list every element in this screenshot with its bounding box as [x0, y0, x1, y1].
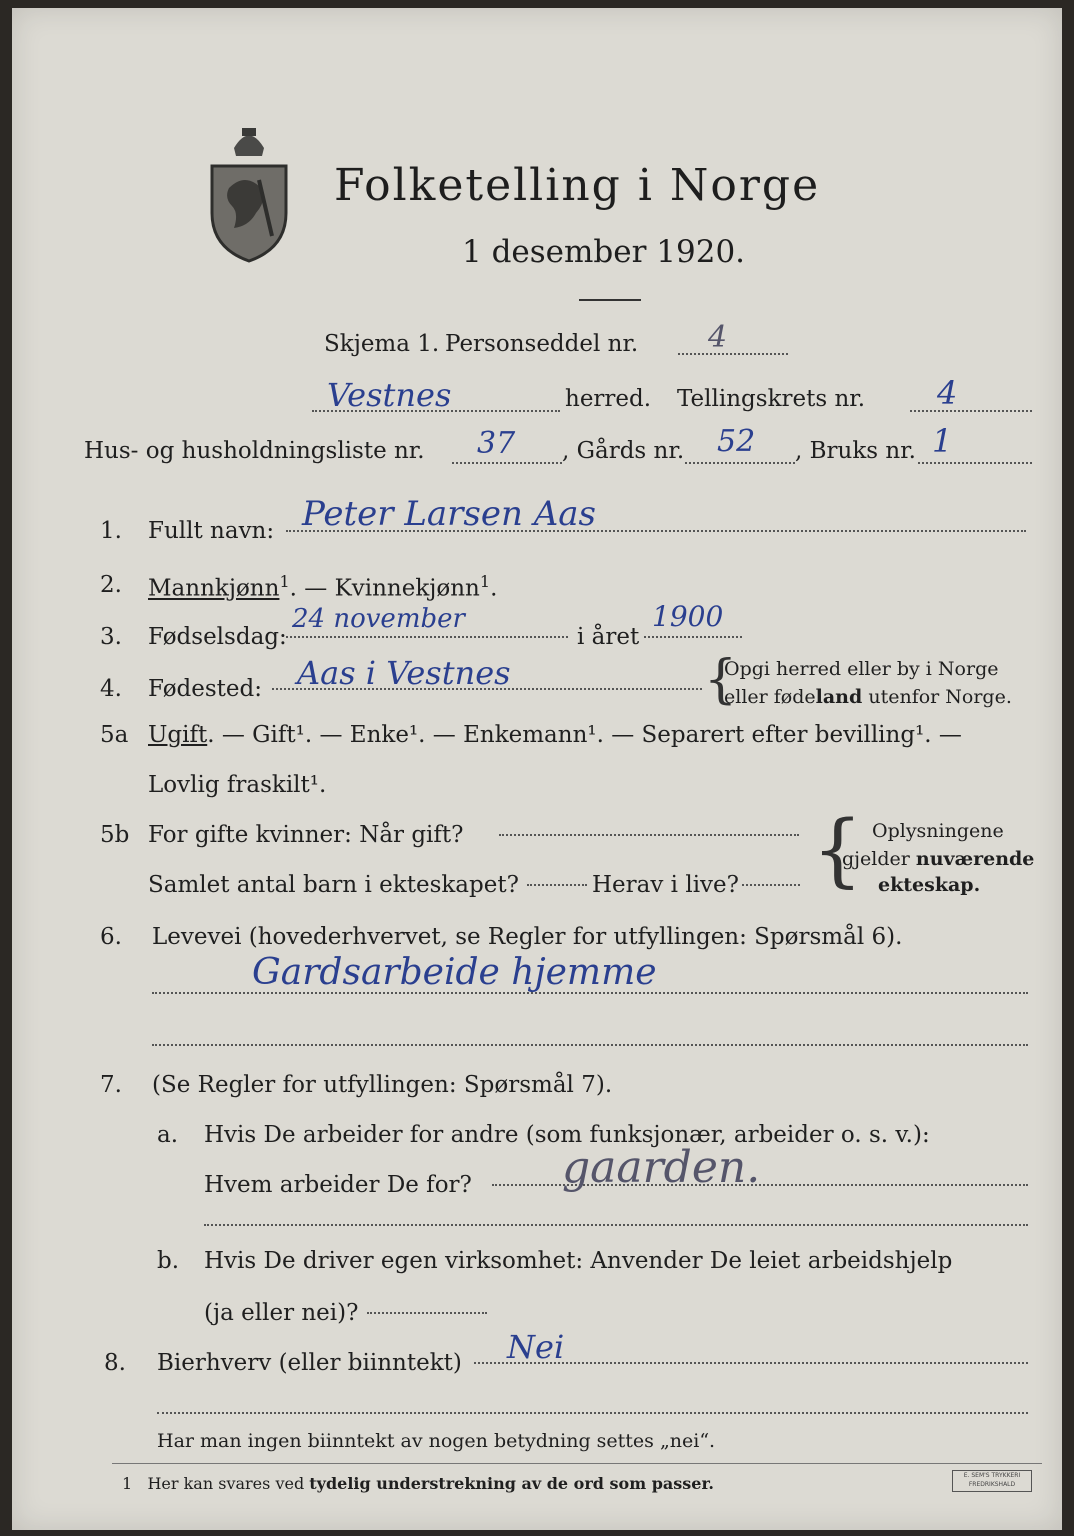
q5a-options: Ugift. — Gift¹. — Enke¹. — Enkemann¹. — Separert efter bevilling¹. — — [148, 722, 962, 748]
gards-label: , Gårds nr. — [562, 438, 685, 464]
gards-value: 52 — [717, 424, 756, 459]
q2-number: 2. — [100, 572, 122, 598]
side-income-field-line2[interactable] — [157, 1412, 1028, 1414]
q2-options: Mannkjønn$^1$. — Kvinnekjønn$^1$. — [148, 572, 498, 602]
birthday-field[interactable] — [286, 636, 568, 638]
personseddel-value: 4 — [708, 320, 728, 355]
side-income-value: Nei — [507, 1328, 565, 1366]
q5a-options-line2[interactable]: Lovlig fraskilt¹. — [148, 772, 327, 798]
q5b-brace: { — [812, 803, 863, 896]
occupation-field-line2[interactable] — [152, 1044, 1028, 1046]
q4-note-line2: eller fødeland utenfor Norge. — [724, 686, 1012, 708]
hus-value: 37 — [477, 426, 516, 461]
herred-label: herred. — [565, 386, 652, 412]
full-name-value: Peter Larsen Aas — [302, 494, 596, 534]
mannkjonn-option[interactable]: Mannkjønn — [148, 575, 280, 602]
side-income-note: Har man ingen biinntekt av nogen betydning settes „nei“. — [157, 1430, 716, 1452]
bruks-label: , Bruks nr. — [795, 438, 916, 464]
tellingskrets-field[interactable] — [910, 410, 1032, 412]
q7a-question: Hvem arbeider De for? — [204, 1172, 472, 1198]
birth-year-value: 1900 — [652, 600, 724, 633]
q5b-line1: For gifte kvinner: Når gift? — [148, 822, 464, 848]
year-label: i året — [577, 624, 640, 650]
kvinnekjonn-option[interactable]: Kvinnekjønn — [334, 575, 480, 602]
q5a-number: 5a — [100, 722, 129, 748]
personseddel-label: Personseddel nr. — [445, 331, 639, 357]
gards-field[interactable] — [685, 462, 795, 464]
employer-field-line2[interactable] — [204, 1224, 1028, 1226]
q3-label: Fødselsdag: — [148, 624, 287, 650]
q5b-number: 5b — [100, 822, 130, 848]
form-title: Folketelling i Norge — [334, 160, 821, 211]
children-count-field[interactable] — [527, 884, 587, 886]
footnote-divider — [112, 1463, 1042, 1464]
q4-label: Fødested: — [148, 676, 263, 702]
q4-note-line1: Opgi herred eller by i Norge — [724, 658, 999, 680]
q7a-number: a. — [157, 1122, 179, 1148]
q5b-note-line2: gjelder nuværende — [842, 848, 1035, 870]
q5b-herav: Herav i live? — [592, 872, 739, 898]
occupation-value: Gardsarbeide hjemme — [252, 952, 657, 993]
ugift-option[interactable]: Ugift — [148, 722, 208, 748]
q5b-note-line1: Oplysningene — [872, 820, 1004, 842]
q4-number: 4. — [100, 676, 122, 702]
q8-number: 8. — [104, 1350, 126, 1376]
bruks-value: 1 — [932, 422, 953, 460]
q7a-label: Hvis De arbeider for andre (som funksjonær, arbeider o. s. v.): — [204, 1122, 930, 1148]
herred-value: Vestnes — [327, 376, 452, 414]
q7-label: (Se Regler for utfyllingen: Spørsmål 7). — [152, 1072, 613, 1098]
q7b-question: (ja eller nei)? — [204, 1300, 359, 1326]
census-form-page — [12, 8, 1062, 1530]
children-alive-field[interactable] — [742, 884, 800, 886]
printer-stamp: E. SEM'S TRYKKERI FREDRIKSHALD — [952, 1470, 1032, 1492]
q1-label: Fullt navn: — [148, 518, 275, 544]
q6-label: Levevei (hovederhvervet, se Regler for utfyllingen: Spørsmål 6). — [152, 924, 903, 950]
q5b-line2: Samlet antal barn i ekteskapet? — [148, 872, 519, 898]
title-divider — [579, 299, 641, 301]
married-when-field[interactable] — [499, 834, 799, 836]
hus-field[interactable] — [452, 462, 562, 464]
birth-year-field[interactable] — [644, 636, 742, 638]
hired-help-field[interactable] — [367, 1312, 487, 1314]
form-date: 1 desember 1920. — [462, 234, 746, 270]
q6-number: 6. — [100, 924, 122, 950]
q8-label: Bierhverv (eller biinntekt) — [157, 1350, 462, 1376]
q1-number: 1. — [100, 518, 122, 544]
q7b-label: Hvis De driver egen virksomhet: Anvender De leiet arbeidshjelp — [204, 1248, 953, 1274]
personseddel-field[interactable] — [678, 353, 788, 355]
q7b-number: b. — [157, 1248, 180, 1274]
q5b-note-line3: ekteskap. — [878, 874, 981, 896]
q4-brace: { — [704, 650, 738, 710]
norway-coat-of-arms-icon — [204, 118, 294, 263]
tellingskrets-label: Tellingskrets nr. — [677, 386, 866, 412]
tellingskrets-value: 4 — [937, 374, 958, 412]
q7-number: 7. — [100, 1072, 122, 1098]
employer-value: gaarden. — [562, 1142, 761, 1193]
hus-label: Hus- og husholdningsliste nr. — [84, 438, 425, 464]
skjema-label: Skjema 1. — [324, 331, 440, 357]
q3-number: 3. — [100, 624, 122, 650]
birthday-value: 24 november — [292, 604, 465, 634]
birthplace-value: Aas i Vestnes — [297, 654, 511, 692]
footnote: 1 Her kan svares ved tydelig understrekning av de ord som passer. — [122, 1474, 714, 1493]
bruks-field[interactable] — [918, 462, 1032, 464]
